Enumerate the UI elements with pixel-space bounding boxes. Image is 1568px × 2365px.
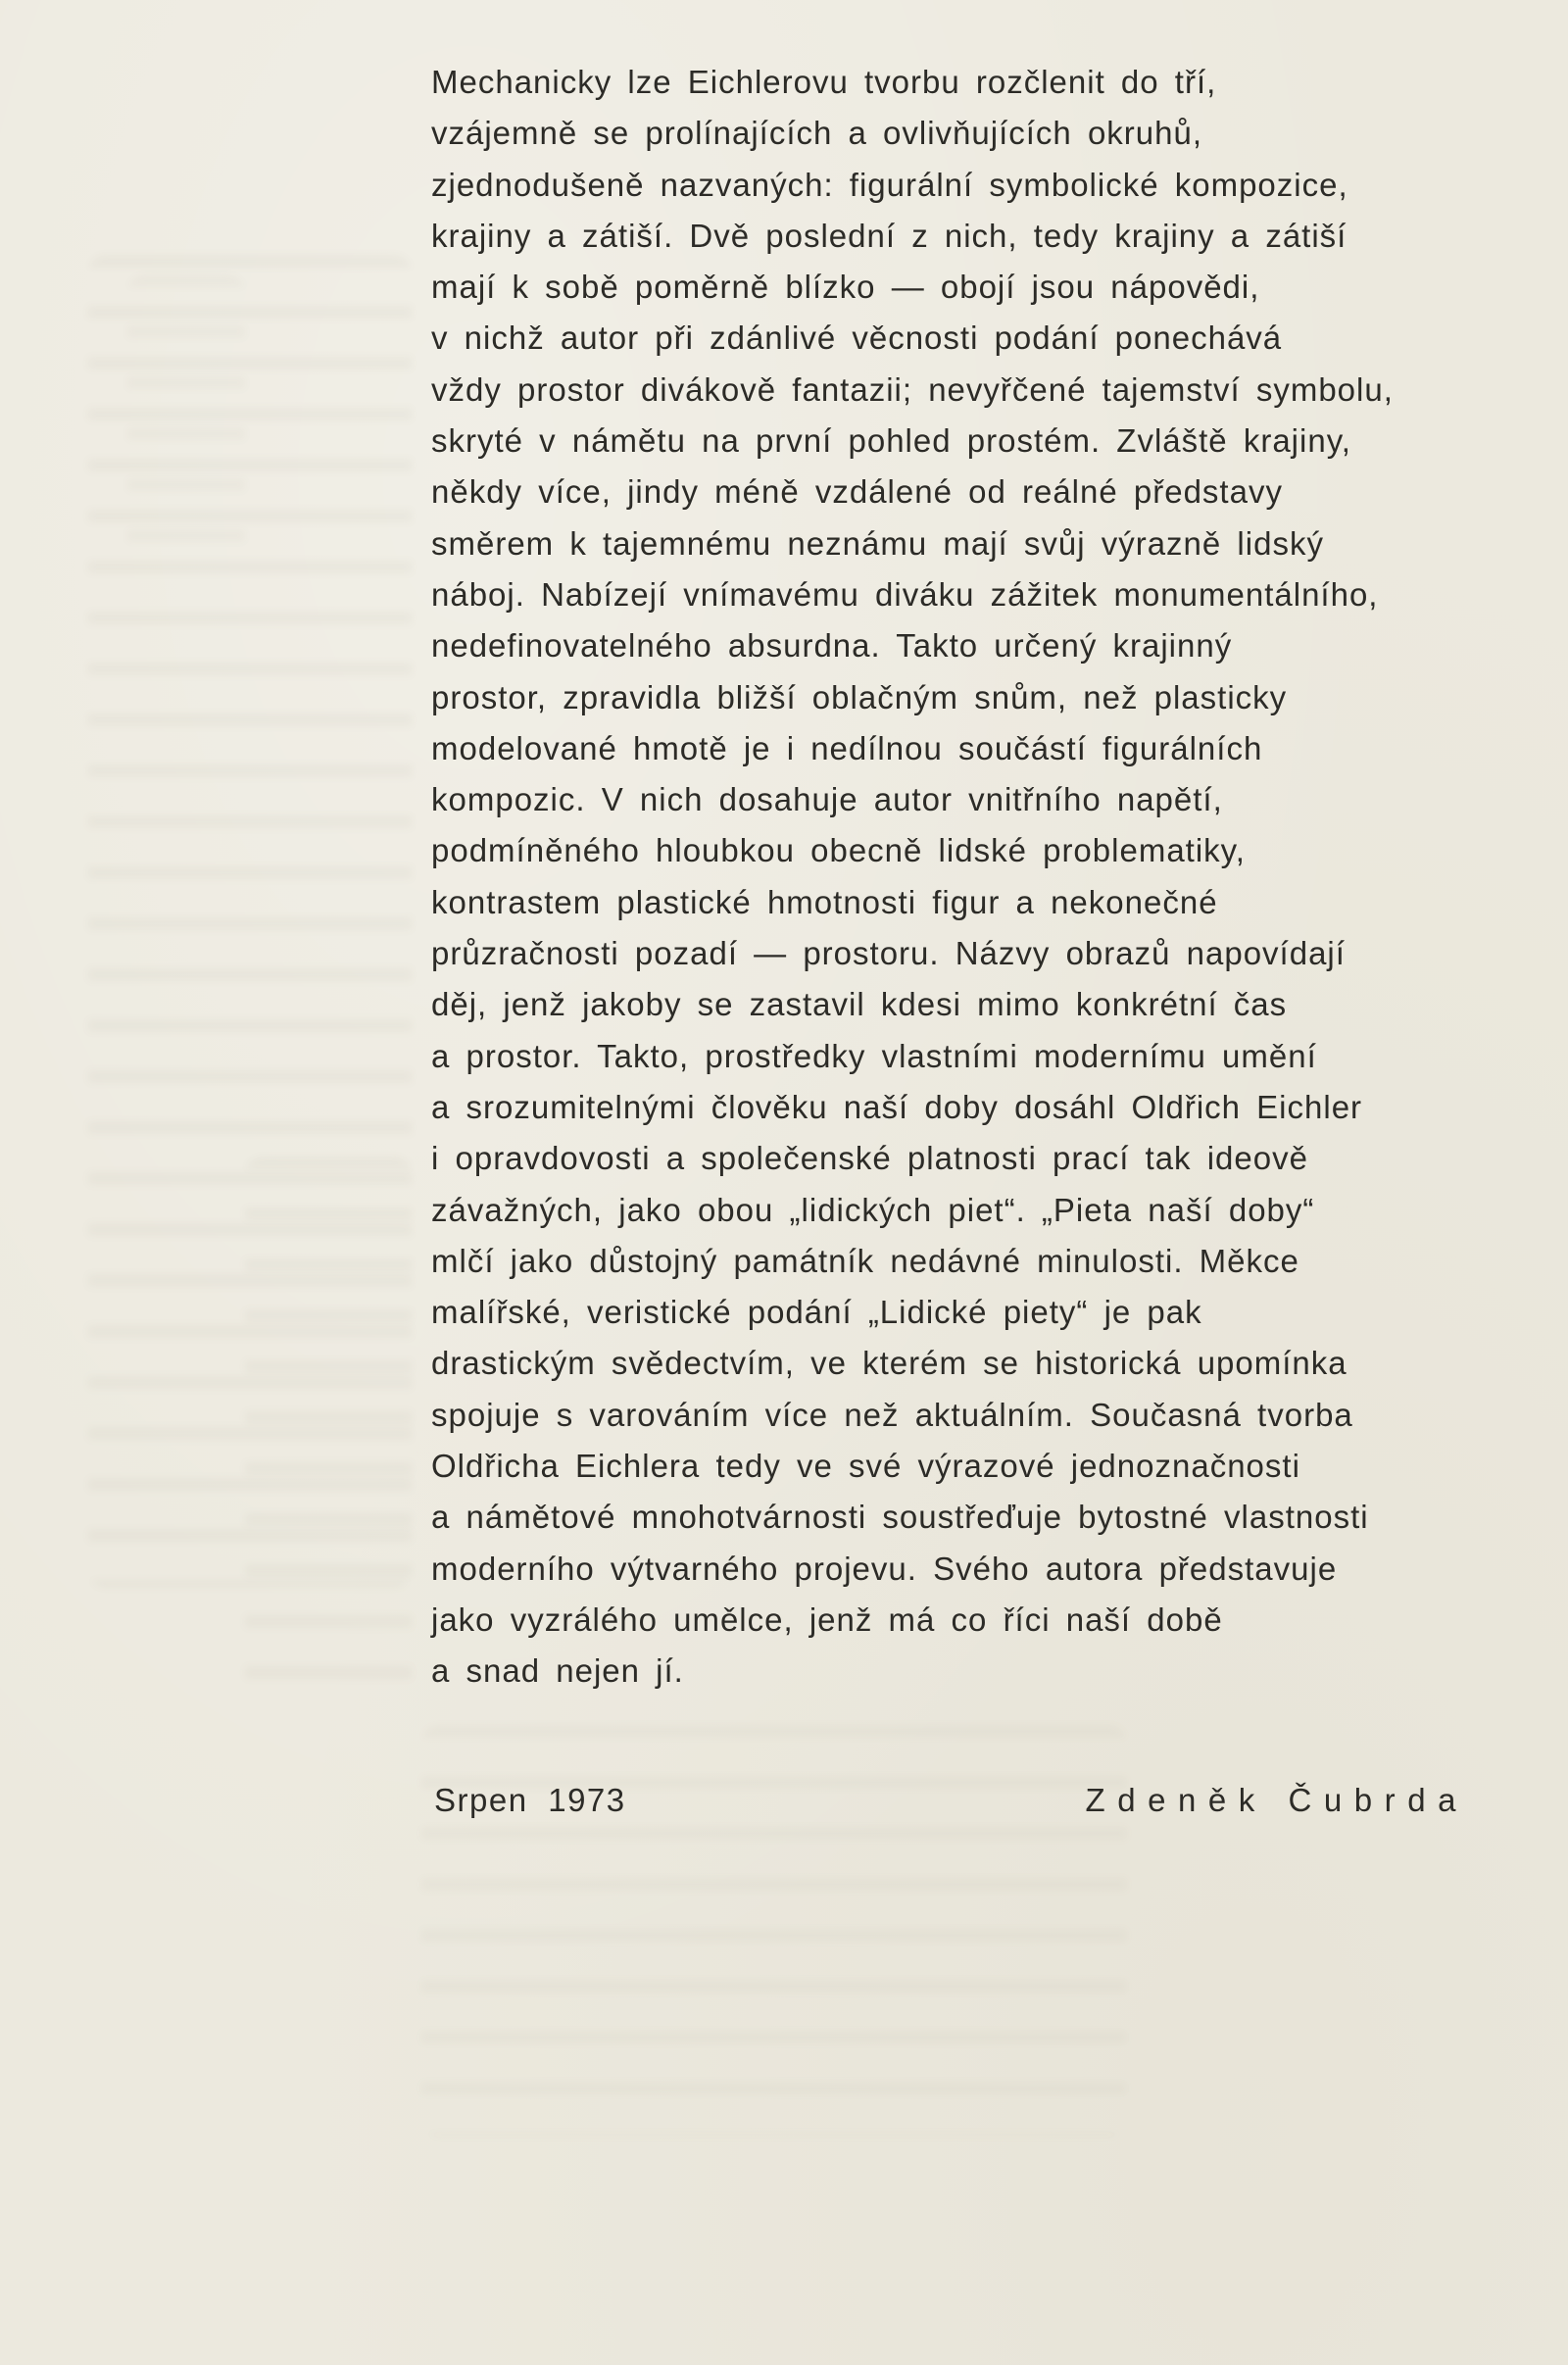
text-line: kontrastem plastické hmotnosti figur a nekonečné (431, 883, 1218, 920)
author-name: Zdeněk Čubrda (1085, 1782, 1468, 1818)
text-line: v nichž autor při zdánlivé věcnosti podání ponechává (431, 320, 1283, 357)
text-line: Oldřicha Eichlera tedy ve své výrazové jednoznačnosti (431, 1448, 1300, 1485)
text-line: prostor, zpravidla bližší oblačným snům, než plasticky (431, 678, 1288, 715)
text-line: vzájemně se prolínajících a ovlivňujících okruhů, (431, 115, 1203, 152)
text-line: někdy více, jindy méně vzdálené od reálné představy (431, 473, 1283, 511)
text-line: drastickým svědectvím, ve kterém se historická upomínka (431, 1345, 1348, 1382)
text-line: i opravdovosti a společenské platnosti prací tak ideově (431, 1140, 1308, 1177)
text-line: děj, jenž jakoby se zastavil kdesi mimo konkrétní čas (431, 986, 1288, 1023)
text-line: směrem k tajemnému neznámu mají svůj výrazně lidský (431, 524, 1324, 562)
text-line: vždy prostor divákově fantazii; nevyřčené tajemství symbolu, (431, 370, 1394, 408)
text-line: závažných, jako obou „lidických piet“. „Pieta naší doby“ (431, 1191, 1315, 1228)
date-label: Srpen 1973 (434, 1782, 626, 1818)
signature-row (434, 1782, 1468, 1819)
text-line: mají k sobě poměrně blízko — obojí jsou nápovědi, (431, 269, 1260, 306)
bleed-through-texture (88, 255, 412, 1588)
text-line: a námětové mnohotvárnosti soustřeďuje bytostné vlastnosti (431, 1499, 1369, 1536)
bleed-through-texture (245, 1157, 412, 1705)
text-line: kompozic. V nich dosahuje autor vnitřního napětí, (431, 781, 1223, 818)
bleed-through-texture (127, 274, 245, 568)
text-line: jako vyzrálého umělce, jenž má co říci naší době (431, 1601, 1223, 1638)
text-line: průzračnosti pozadí — prostoru. Názvy obrazů napovídají (431, 935, 1346, 972)
text-line: podmíněného hloubkou obecně lidské problematiky, (431, 832, 1246, 869)
text-line: krajiny a zátiší. Dvě poslední z nich, tedy krajiny a zátiší (431, 217, 1348, 254)
text-line: mlčí jako důstojný památník nedávné minulosti. Měkce (431, 1242, 1299, 1279)
text-line: malířské, veristické podání „Lidické piety“ je pak (431, 1294, 1202, 1331)
text-line: nedefinovatelného absurdna. Takto určený krajinný (431, 627, 1233, 665)
text-line: skryté v námětu na první pohled prostém. Zvláště krajiny, (431, 422, 1351, 460)
text-line: zjednodušeně nazvaných: figurální symbolické kompozice, (431, 166, 1348, 203)
text-line: a prostor. Takto, prostředky vlastními modernímu umění (431, 1037, 1317, 1074)
text-line: Mechanicky lze Eichlerovu tvorbu rozčlenit do tří, (431, 64, 1217, 100)
text-block (431, 57, 1460, 1698)
text-line: moderního výtvarného projevu. Svého autora představuje (431, 1550, 1338, 1587)
text-line: spojuje s varováním více než aktuálním. Současná tvorba (431, 1396, 1353, 1433)
text-line: a snad nejen jí. (431, 1652, 684, 1690)
text-line: a srozumitelnými člověku naší doby dosáhl Oldřich Eichler (431, 1088, 1363, 1125)
text-line: modelované hmotě je i nedílnou součástí figurálních (431, 729, 1263, 766)
text-line: náboj. Nabízejí vnímavému diváku zážitek monumentálního, (431, 575, 1379, 613)
